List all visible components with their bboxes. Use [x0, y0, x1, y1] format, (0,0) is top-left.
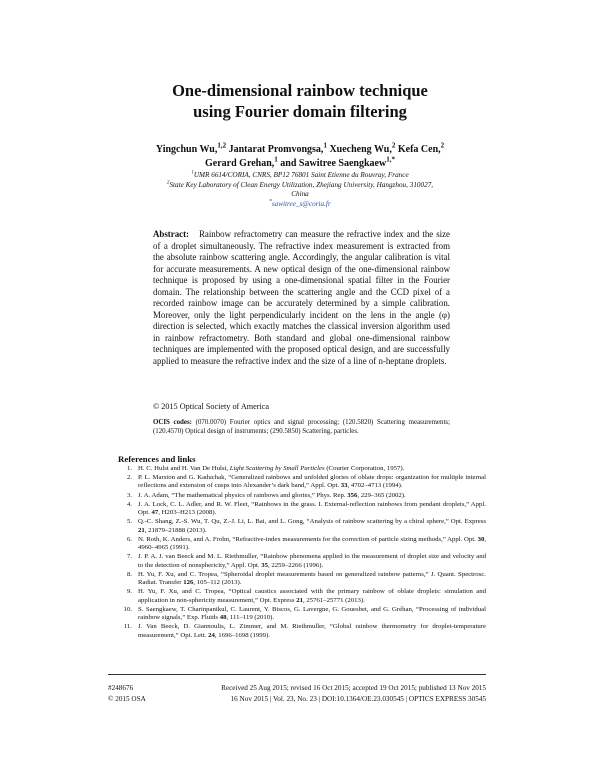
- reference-item: [118, 623, 486, 640]
- affiliations: [120, 171, 480, 209]
- reference-text: J. P. A. J. van Beeck and M. L. Riethmuller, “Rainbow phenomena applied to the measurement of droplet size and velocity and to the detection of nonsphericity,” Appl. Opt. 35, 2259–2266 (1996).: [138, 553, 486, 569]
- ocis-text: (070.0070) Fourier optics and signal processing; (120.5820) Scattering measurements; (120.4570) Optical design of instruments; (290.5850) Scattering, particles.: [153, 419, 450, 436]
- reference-list: [118, 465, 486, 641]
- reference-number: 3.: [126, 491, 132, 499]
- reference-item: [118, 518, 486, 535]
- footer-left: [108, 683, 146, 704]
- reference-text: S. Saengkaew, T. Charinpanikul, C. Laurent, Y. Biscos, G. Lavergne, G. Gouesbet, and G. Gréhan, “Processing of individual rainbow signals,” Exp. Fluids 48, 111–119 (2010).: [138, 605, 486, 622]
- ocis-label: OCIS codes:: [153, 419, 192, 426]
- footer-rule: [108, 674, 486, 675]
- reference-number: 5.: [126, 518, 132, 526]
- reference-number: 11.: [123, 623, 132, 631]
- author-list: [110, 143, 490, 170]
- author-line-2: Gerard Grehan,$^1$ and Sawitree Saengkaew$^{1,*}$: [205, 155, 395, 169]
- reference-item: [118, 492, 486, 500]
- article-id: #248676: [108, 684, 134, 692]
- footer-right: [221, 683, 486, 704]
- abstract-label: Abstract:: [153, 229, 189, 239]
- reference-item: [118, 571, 486, 588]
- reference-number: 6.: [126, 535, 132, 543]
- reference-text: Q.-C. Shang, Z.-S. Wu, T. Qu, Z.-J. Li, L. Bai, and L. Gong, “Analysis of rainbow scattering by a chiral sphere,” Opt. Express 21, 21879–21888 (2013).: [138, 518, 486, 534]
- reference-item: [118, 501, 486, 518]
- reference-text: H. C. Hulst and H. Van De Hulst, Light Scattering by Small Particles (Courier Corporation, 1957).: [138, 465, 405, 472]
- reference-text: J. A. Lock, C. L. Adler, and R. W. Fleet, “Rainbows in the grass. I. External-reflection rainbows from pendant droplets,” Appl. Opt. 47, H203–H213 (2008).: [138, 500, 486, 517]
- references-heading: References and links: [118, 454, 196, 464]
- reference-number: 4.: [126, 500, 132, 508]
- reference-item: [118, 606, 486, 623]
- author-line-1: Yingchun Wu,$^{1,2}$ Jantarat Promvongsa,$^1$ Xuecheng Wu,$^2$ Kefa Cen,$^2$: [155, 141, 445, 155]
- corresponding-email[interactable]: *sawitree_s@coria.fr: [269, 199, 331, 208]
- abstract: [153, 229, 450, 368]
- reference-item: [118, 536, 486, 553]
- abstract-text: Rainbow refractometry can measure the refractive index and the size of a droplet simultaneously. The refractive index measurement is extracted from the absolute rainbow scattering angle. Accordingly, the angular calibration is vital for accurate measurements. A new optical design of the one-dimensional rainbow technique is proposed by using a one-dimensional spatial filter in the Fourier domain. The relationship between the scattering angle and the CCD pixel of a recorded rainbow image can be accurately determined by a simple calibration. Moreover, only the light perpendicularly incident on the lens in the angle (φ) direction is selected, which exactly matches the classical inversion algorithm used in rainbow refractometry. Both standard and global one-dimensional rainbow techniques are implemented with the proposed optical design, and are successfully applied to measure the refractive index and the size of a line of n-heptane droplets.: [153, 229, 450, 367]
- reference-text: J. A. Adam, “The mathematical physics of rainbows and glories,” Phys. Rep. 356, 229–365 (2002).: [138, 491, 406, 499]
- reference-number: 10.: [123, 605, 132, 613]
- reference-number: 1.: [126, 465, 132, 472]
- reference-item: [118, 465, 486, 473]
- reference-text: P. L. Marston and G. Kaduchak, “Generalized rainbows and unfolded glories of oblate drops: organization for multiple internal reflections and extension of cusps into Alexander’s dark band,” Appl. Opt. 33, 4702–4713 (1994).: [138, 474, 486, 490]
- received-dates: Received 25 Aug 2015; revised 16 Oct 2015; accepted 19 Oct 2015; published 13 Nov 2015: [221, 684, 486, 692]
- reference-item: [118, 588, 486, 605]
- reference-number: 7.: [126, 553, 132, 561]
- reference-number: 8.: [126, 570, 132, 578]
- affiliation-1: $^1$UMR 6614/CORIA, CNRS, BP12 76801 Saint Etienne du Rouvray, France: [191, 170, 409, 179]
- reference-text: H. Yu, F. Xu, and C. Tropea, “Optical caustics associated with the primary rainbow of oblate droplets: simulation and application in non-sphericity measurement,” Opt. Express 21, 25761–25771 (2013).: [138, 588, 486, 604]
- page-number: 30545: [468, 694, 486, 703]
- reference-item: [118, 553, 486, 570]
- affiliation-2-cont: China: [291, 190, 309, 199]
- reference-text: J. Van Beeck, D. Giannoulis, L. Zimmer, and M. Riethmuller, “Global rainbow thermometry for droplet-temperature measurement,” Opt. Lett. 24, 1696–1698 (1999).: [138, 623, 486, 639]
- reference-text: H. Yu, F. Xu, and C. Tropea, “Spheroidal droplet measurements based on generalized rainbow patterns,” J. Quant. Spectrosc. Radiat. Transfer 126, 105–112 (2013).: [138, 570, 486, 587]
- affiliation-2: $^2$State Key Laboratory of Clean Energy Utilization, Zhejiang University, Hangzhou, 310027,: [166, 180, 434, 189]
- reference-item: [118, 474, 486, 491]
- paper-title: One-dimensional rainbow technique using Fourier domain filtering: [172, 81, 428, 121]
- ocis-codes: [153, 418, 450, 437]
- copyright-notice: © 2015 Optical Society of America: [153, 402, 270, 411]
- reference-number: 2.: [126, 474, 132, 482]
- reference-text: N. Roth, K. Anders, and A. Frohn, “Refractive-index measurements for the correction of particle sizing methods,” Appl. Opt. 30, 4960–4965 (1991).: [138, 535, 486, 552]
- journal-info: 16 Nov 2015 | Vol. 23, No. 23 | DOI:10.1364/OE.23.030545 | OPTICS EXPRESS 30545: [230, 694, 486, 703]
- reference-number: 9.: [126, 588, 132, 596]
- osa-copyright: © 2015 OSA: [108, 694, 146, 703]
